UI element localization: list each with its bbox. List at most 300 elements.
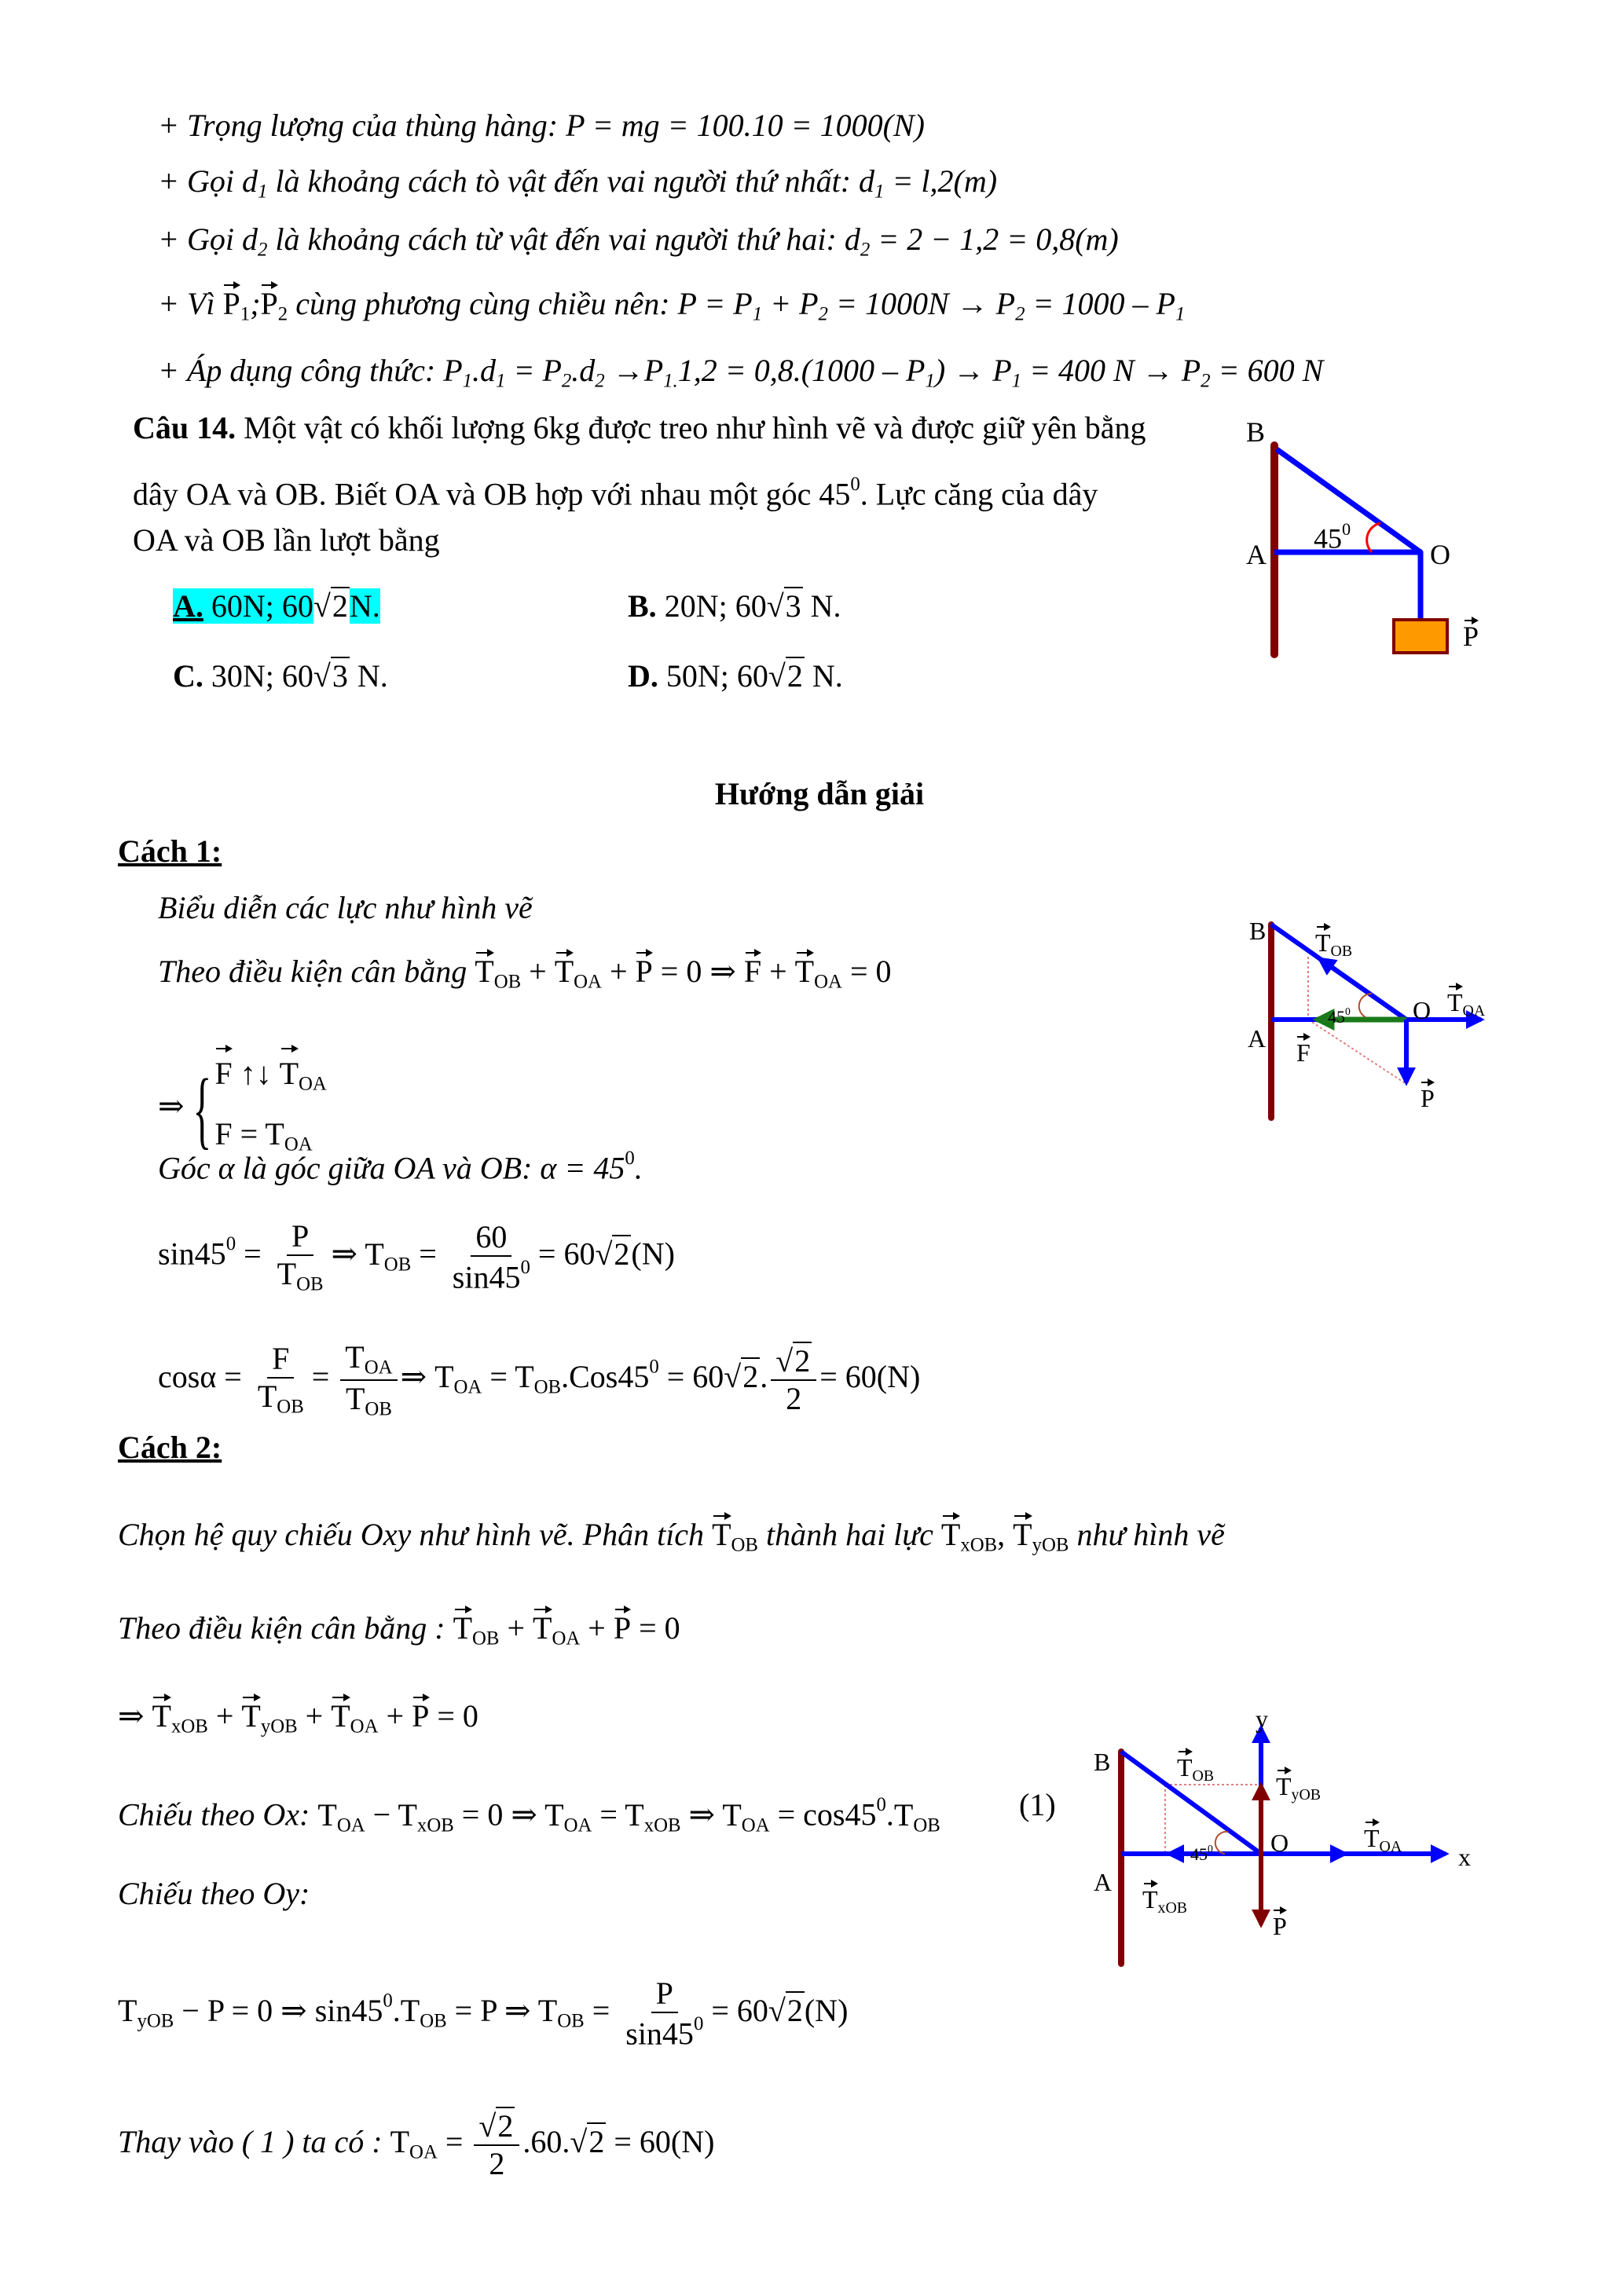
text: + Vì [158,286,223,321]
figure-label [1314,514,1351,555]
text: sin45 [158,1236,226,1272]
text: = 0 [841,954,892,989]
text: = [311,1359,338,1395]
text: dây OA và OB. Biết OA và OB hợp với nhau một góc 45 [133,476,851,512]
text: F [272,1341,290,1377]
text: 30N; 60 [203,658,313,694]
text: N. [804,658,843,694]
subscript: xOB [1157,1899,1188,1917]
subscript: 1 [925,370,935,392]
figure-label [1364,1822,1402,1862]
vector-arrow-icon [1421,1082,1433,1083]
text: = [411,1236,445,1272]
text: ) → [934,353,993,388]
subscript: 2 [860,239,871,261]
text: y [1256,1705,1268,1733]
subscript: OA [453,1376,482,1398]
vector-symbol: P [260,286,278,321]
text: .Cos45 [561,1359,650,1395]
figure-label [1094,1866,1112,1898]
angle-arc [1215,1832,1228,1854]
vector-symbol: T [152,1698,171,1734]
italic-text: Theo điều kiện cân bằng : [118,1610,453,1646]
figure-label [1413,994,1431,1026]
vector-symbol: F [743,954,762,989]
text: = 60 [711,1992,768,2028]
text: là khoảng cách tò vật đến vai người thứ nhất: [267,163,860,199]
text: = [482,1359,515,1395]
subscript: xOB [643,1814,681,1836]
subscript: OB [472,1628,500,1650]
vector-symbol: P [1463,621,1479,652]
symbol-base: d [859,163,875,199]
vector [1421,1082,1435,1114]
vector-symbol: T [1276,1772,1292,1800]
text: 45 [1190,1844,1208,1865]
figure-label [1142,1884,1187,1924]
vector-symbol: T [331,1698,350,1734]
subscript: 1. [663,370,678,392]
text: = 0 ⇒ [453,1796,545,1833]
text: = [584,1992,618,2028]
text: + Gọi [158,222,242,257]
text: B [1249,917,1267,945]
label-underlined: Cách 1: [118,833,222,869]
text: N. [802,588,841,624]
radical-icon: √ [313,588,331,624]
vector [1273,1910,1287,1942]
vector-symbol: T [794,954,815,989]
text: O [1413,996,1432,1024]
text: A [1248,1024,1267,1053]
italic-text: Thay vào ( 1 ) ta có : [118,2124,390,2160]
symbol-base: T [277,1256,297,1291]
text: 20N; 60 [656,588,767,624]
vector-symbol: P [613,1610,632,1646]
figure-label [1270,1827,1289,1858]
vector [1296,1037,1311,1068]
bold-text: Hướng dẫn giải [714,776,925,811]
bold-text: C. [173,658,203,694]
symbol-base: T [515,1359,534,1395]
question-figure [1274,445,1447,654]
symbol-base: T [544,1796,564,1833]
subscript: xOB [960,1534,998,1556]
radical-icon: √ [595,1236,613,1272]
text: 2 [489,2146,505,2181]
vector [1177,1752,1193,1783]
symbol-base: d [480,353,497,388]
figure-label [1248,1023,1266,1054]
superscript: 0 [225,1233,236,1255]
radicand: 2 [332,588,348,624]
vector-symbol: T [1364,1824,1380,1852]
superscript: 0 [693,2013,704,2034]
radicand: 3 [785,588,801,624]
subscript: 2 [595,370,605,392]
radicand: 2 [794,1342,811,1379]
text: là góc giữa OA và OB: α = 45 [234,1150,625,1186]
italic-text: thành hai lực [757,1517,941,1552]
text: + [761,954,795,989]
superscript: 0 [1208,1843,1213,1855]
subscript: OB [420,2010,447,2032]
text: (N) [804,1992,849,2028]
subscript: OA [741,1814,770,1836]
figure-label [1328,996,1351,1033]
figure-label [1273,1910,1287,1942]
symbol-base: T [345,1339,365,1375]
text: = l,2(m) [884,163,998,199]
text: .60. [522,2124,570,2160]
subscript: OA [299,1073,327,1095]
text: ⇒ [158,1088,192,1124]
subscript: OB [533,1376,562,1398]
vector-arrow-icon [1179,1751,1191,1752]
figure-label [1296,1037,1311,1068]
symbol-base: T [317,1796,337,1833]
superscript: 0 [1345,1005,1351,1017]
text: B [1094,1748,1111,1776]
vector-symbol: T [1177,1753,1193,1782]
vector-symbol: T [241,1698,261,1734]
symbol-base: P [542,353,562,388]
subscript: OA [563,1814,592,1836]
subscript: OB [1330,942,1353,960]
subscript: OB [277,1396,304,1418]
superscript: 0 [520,1256,530,1278]
symbol-base: T [345,1380,365,1416]
superscript: 0 [649,1356,659,1378]
text: cùng phương cùng chiều nên: P = [288,286,734,321]
italic-text: Theo điều kiện cân bằng [158,954,475,989]
text: N. [349,588,380,624]
subscript: OB [493,971,522,993]
symbol-base: T [400,1992,420,2028]
symbol-base: T [398,1796,417,1833]
vector-symbol: T [1447,988,1463,1016]
text: ⇒ [680,1796,723,1833]
vector-symbol: P [222,286,240,321]
italic-text: như hình vẽ [1069,1517,1225,1552]
radical-icon: √ [766,588,784,624]
vector-symbol: P [1273,1912,1287,1940]
vector [1463,621,1479,652]
symbol-base: d [579,353,596,388]
text: (N) [631,1236,675,1272]
angle-arc [1359,994,1372,1017]
figure-label [1246,539,1267,570]
subscript: xOB [416,1814,454,1836]
vector [1364,1822,1380,1854]
text: = 1000N → [827,286,996,321]
figure-label [1177,1752,1214,1792]
figure-label [1246,416,1265,448]
text: cosα = [158,1359,250,1395]
subscript: OB [557,2010,585,2032]
symbol-base: d [242,222,258,257]
subscript: 2 [258,239,268,261]
text: (1) [1019,1787,1056,1822]
subscript: OB [913,1814,940,1836]
vector-arrow-icon [1465,620,1478,621]
symbol-base: T [893,1796,914,1833]
text: + [580,1610,614,1646]
symbol-base: T [434,1359,454,1395]
italic-text: Chọn hệ quy chiếu Oxy như hình vẽ. Phân tích [118,1517,713,1552]
text: − P = 0 ⇒ sin45 [174,1992,383,2028]
text: + [762,286,800,321]
text: Góc [158,1150,218,1186]
symbol-base: P [992,353,1012,388]
text: F = [214,1116,266,1152]
radical-icon: √ [775,1342,794,1379]
vector-symbol: T [279,1056,299,1091]
symbol-base: T [265,1116,284,1152]
text: sin45 [452,1259,521,1295]
text: + Trọng lượng của thùng hàng: P = mg = 100.10 = 1000(N) [158,108,925,143]
subscript: OA [1462,1002,1486,1020]
subscript: 2 [1201,370,1211,392]
symbol-base: P [443,353,463,388]
bold-text: Câu 14. [133,410,236,445]
subscript: yOB [137,2010,174,2032]
symbol-base: T [390,2124,410,2160]
symbol-base: T [537,1992,558,2028]
vector-arrow-icon [1278,1770,1290,1771]
radicand: 3 [332,658,348,694]
radicand: 2 [588,2124,605,2160]
superscript: 0 [383,1990,393,2012]
vector-symbol: T [712,1517,731,1552]
text: OA và OB lần lượt bằng [133,522,440,558]
subscript: OA [364,1357,393,1379]
text: + [499,1610,533,1646]
radicand: 2 [742,1359,759,1395]
subscript: yOB [260,1716,298,1738]
text: A [1246,539,1267,570]
vector [1315,927,1331,958]
text: sin45 [625,2016,694,2052]
vector-symbol: P [635,954,653,989]
symbol-base: P [643,353,664,388]
text: P [291,1218,310,1254]
vector-arrow-icon [1449,986,1461,987]
figure-label [1447,987,1485,1027]
bold-text: B. [628,588,657,624]
text: + [521,954,555,989]
text: Một vật có khối lượng 6kg được treo như hình vẽ và được giữ yên bằng [236,410,1146,445]
subscript: 1 [1011,370,1022,392]
subscript: OA [336,1814,365,1836]
radicand: 2 [497,2108,514,2144]
text: P [655,1976,673,2011]
text: + [297,1698,332,1734]
text: = 60 [537,1236,596,1272]
superscript: 0 [850,474,860,495]
symbol-base: P [799,286,819,321]
subscript: 1 [1175,303,1186,325]
text: A [1094,1868,1113,1896]
text: O [1270,1829,1289,1857]
radicand: 2 [786,658,803,694]
text: . Lực căng của dây [860,476,1098,512]
symbol-base: P [995,286,1016,321]
subscript: OA [552,1628,581,1650]
subscript: 2 [561,370,572,392]
vector-symbol: T [1142,1885,1158,1913]
subscript: 1 [874,181,885,203]
text: = 60(N) [819,1359,921,1395]
subscript: xOB [170,1716,208,1738]
symbol-base: d [844,222,860,257]
superscript: 0 [876,1794,886,1815]
text: = [505,353,543,388]
text: Chiếu theo Oy: [118,1876,310,1911]
text: → [604,353,644,388]
text: = 1000 – [1025,286,1157,321]
subscript: OA [284,1133,313,1155]
subscript: yOB [1291,1785,1322,1803]
text: . [472,353,481,388]
text: là khoảng cách từ vật đến vai người thứ hai: [267,222,845,257]
vector-symbol: T [453,1610,472,1646]
subscript: OA [814,971,842,993]
text: 45 [1314,522,1342,555]
text: . [634,1150,643,1186]
text: + Gọi [158,163,242,199]
text: = P ⇒ [446,1992,538,2028]
subscript: 1 [258,181,268,203]
radicand: 2 [614,1236,630,1272]
text: ⇒ [331,1236,365,1272]
radical-icon: √ [313,658,331,694]
subscript: OA [1379,1837,1402,1855]
text: = 60(N) [606,2124,715,2160]
bold-text: D. [628,658,658,694]
figure-label [1249,915,1266,947]
subscript: yOB [1032,1534,1069,1556]
text: . [760,1359,768,1395]
symbol-base: T [365,1236,384,1272]
text: − [365,1796,398,1833]
superscript: 0 [625,1148,635,1169]
vector-symbol: T [475,954,494,989]
vector-arrow-icon [1144,1883,1157,1884]
text: x [1458,1843,1471,1871]
figure-label [1094,1746,1110,1778]
radical-icon: √ [570,2124,588,2160]
subscript: 1 [240,303,251,325]
text: B [1246,416,1266,448]
label-underlined: A. [173,588,203,624]
text: = 60 [658,1359,724,1395]
text: . [885,1796,894,1833]
text: = [592,1796,625,1833]
subscript: 2 [1015,303,1025,325]
vector-symbol: F [214,1056,233,1091]
vector-symbol: T [554,954,574,989]
text: + Áp dụng công thức: [158,353,444,388]
subscript: 2 [818,303,828,325]
subscript: OA [350,1716,379,1738]
text: 60N; 60 [203,588,313,624]
vector-symbol: P [1421,1084,1435,1112]
brace-icon: { [192,1061,211,1158]
vector-symbol: P [412,1698,430,1734]
symbol-base: T [118,1992,137,2028]
text: = 0 ⇒ [652,954,744,989]
subscript: 2 [277,303,288,325]
figure-label [1463,621,1479,652]
radical-icon: √ [768,658,786,694]
text: + [207,1698,242,1734]
text: 45 [1328,1007,1345,1027]
symbol-base: d [242,163,258,199]
text: N. [349,658,388,694]
text: = 2 − 1,2 = 0,8(m) [870,222,1119,257]
subscript: OA [574,971,602,993]
text: = cos45 [769,1796,877,1833]
symbol-base: P [906,353,926,388]
subscript: OB [1192,1767,1215,1785]
text: O [1430,539,1450,570]
vector-symbol: T [940,1517,961,1552]
symbol-base: T [722,1796,742,1833]
symbol-base: P [1156,286,1175,321]
vector-arrow-icon [1274,1910,1285,1911]
vector-arrow-icon [1297,1036,1309,1038]
text: 1,2 = 0,8.(1000 – [677,353,907,388]
subscript: OB [296,1273,324,1295]
figure-label [1256,1703,1268,1734]
figure-label [1421,1082,1435,1114]
text: 2 [786,1380,802,1416]
italic-text: Chiếu theo Ox: [118,1796,318,1833]
symbol-base: P [1181,353,1201,388]
radicand: 2 [786,1992,803,2028]
subscript: OB [731,1534,758,1556]
weight-box [1394,620,1447,653]
radical-icon: √ [724,1359,742,1395]
text: + [378,1698,412,1734]
symbol-base: P [733,286,753,321]
vector-symbol: F [1296,1038,1311,1067]
figure-label [1190,1833,1213,1870]
vector-arrow-icon [1317,926,1329,928]
text: = 0 [631,1610,680,1646]
text: = [437,2124,471,2160]
angle-arc [1367,523,1380,552]
text: + [601,954,636,989]
vector-arrow-icon [1366,1822,1378,1823]
subscript: OB [365,1398,392,1420]
text: = 600 N [1210,353,1324,388]
text: . [571,353,580,388]
text: = 400 N → [1021,353,1182,388]
text: ⇒ [118,1698,152,1734]
text: . [392,1992,401,2028]
radical-icon: √ [768,1992,786,2028]
text: α [218,1150,235,1186]
radical-icon: √ [478,2108,497,2144]
vector [1276,1771,1292,1802]
subscript: 1 [752,303,763,325]
text: , [997,1517,1014,1552]
vector-symbol: T [1315,928,1331,957]
text: = [236,1236,269,1272]
text: 60 [475,1218,508,1254]
